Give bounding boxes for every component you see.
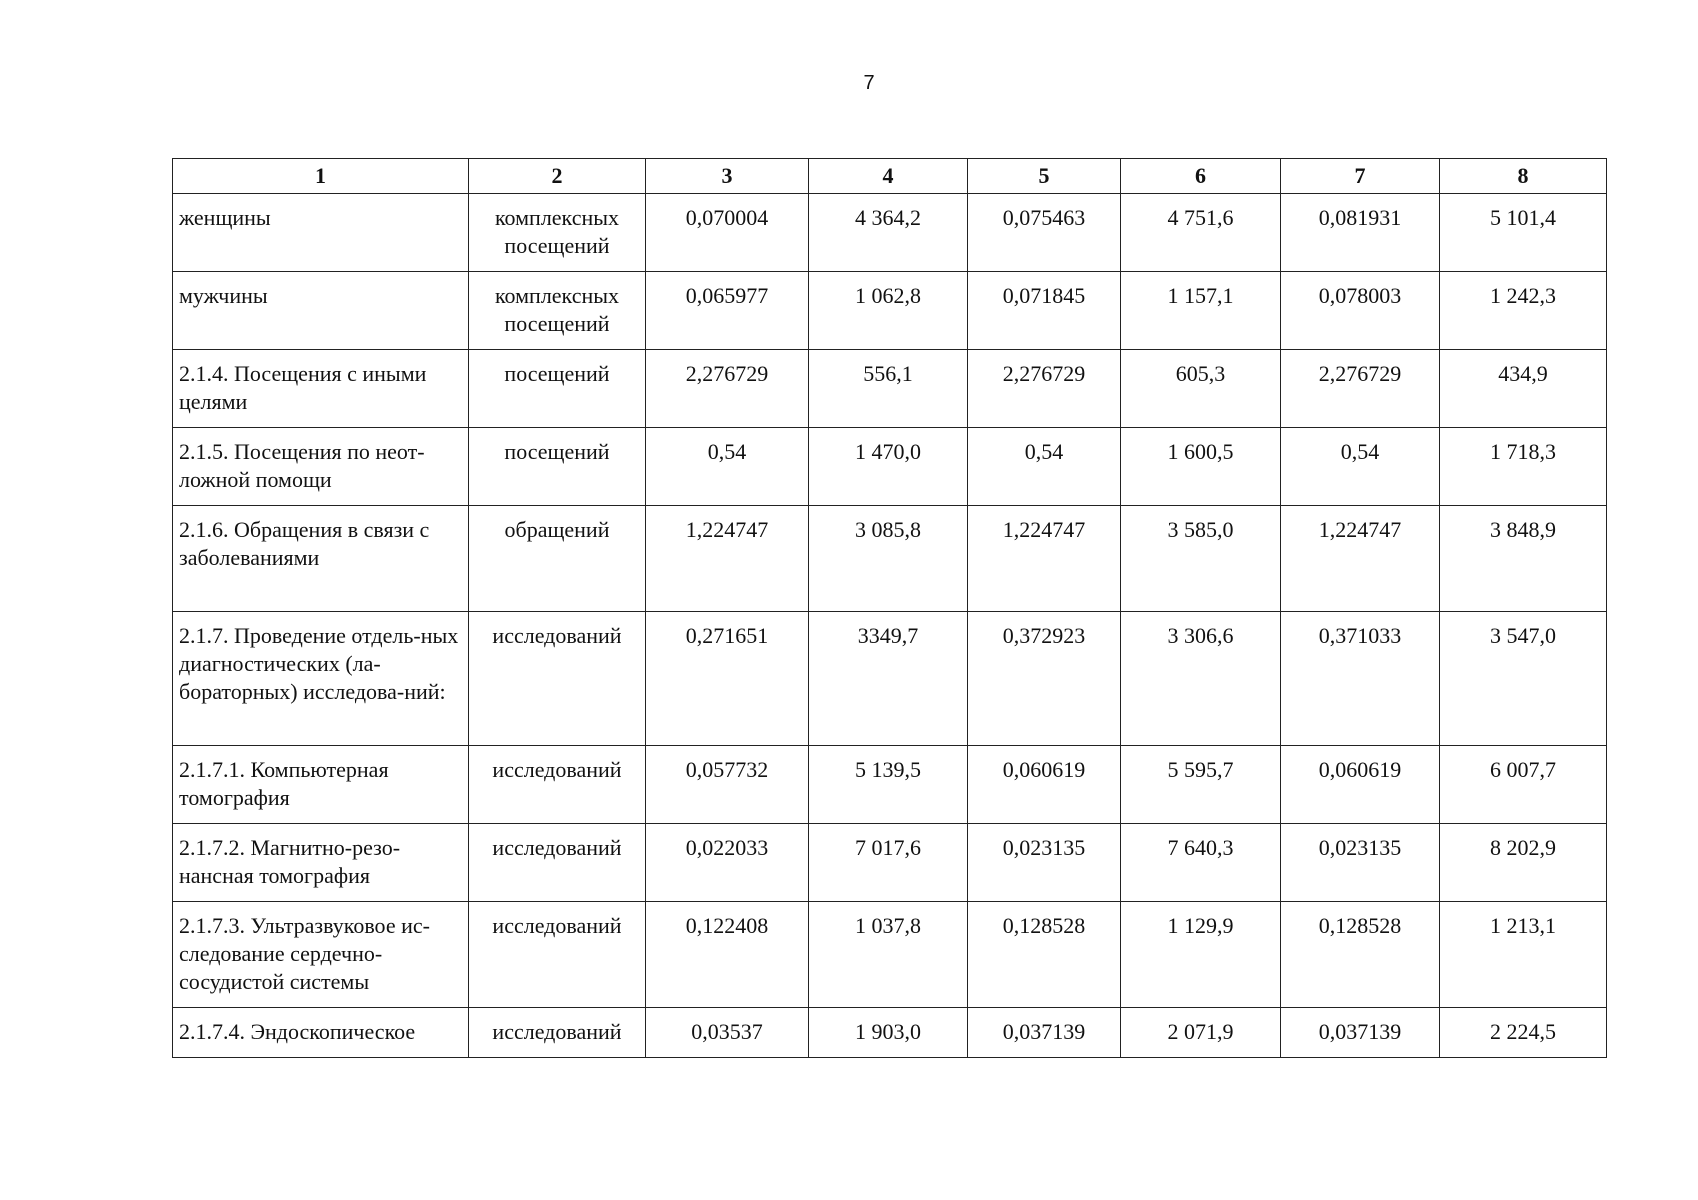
cell-value: 0,54 xyxy=(968,428,1121,506)
cell-value: 2,276729 xyxy=(968,350,1121,428)
cell-value: 556,1 xyxy=(809,350,968,428)
cell-value: 0,070004 xyxy=(646,194,809,272)
row-unit: исследований xyxy=(469,824,646,902)
cell-value: 6 007,7 xyxy=(1440,746,1607,824)
cell-value: 1 157,1 xyxy=(1121,272,1281,350)
row-name: 2.1.4. Посещения с иными целями xyxy=(173,350,469,428)
table-row xyxy=(173,746,1607,824)
cell-value: 0,078003 xyxy=(1281,272,1440,350)
cell-value: 5 139,5 xyxy=(809,746,968,824)
column-header: 7 xyxy=(1281,159,1440,194)
cell-value: 3 585,0 xyxy=(1121,506,1281,612)
cell-value: 434,9 xyxy=(1440,350,1607,428)
row-unit: комплексных посещений xyxy=(469,194,646,272)
cell-value: 0,060619 xyxy=(1281,746,1440,824)
cell-value: 0,081931 xyxy=(1281,194,1440,272)
row-name: 2.1.7.2. Магнитно-резо-нансная томография xyxy=(173,824,469,902)
row-unit: исследований xyxy=(469,746,646,824)
row-unit: обращений xyxy=(469,506,646,612)
table-row xyxy=(173,824,1607,902)
row-name: мужчины xyxy=(173,272,469,350)
cell-value: 3 547,0 xyxy=(1440,612,1607,746)
cell-value: 2,276729 xyxy=(646,350,809,428)
cell-value: 0,54 xyxy=(1281,428,1440,506)
column-header: 2 xyxy=(469,159,646,194)
cell-value: 3 085,8 xyxy=(809,506,968,612)
cell-value: 1 213,1 xyxy=(1440,902,1607,1008)
data-table xyxy=(172,158,1607,1058)
row-unit: исследований xyxy=(469,612,646,746)
row-unit: посещений xyxy=(469,428,646,506)
cell-value: 7 640,3 xyxy=(1121,824,1281,902)
cell-value: 0,023135 xyxy=(968,824,1121,902)
cell-value: 0,022033 xyxy=(646,824,809,902)
cell-value: 2 224,5 xyxy=(1440,1008,1607,1058)
cell-value: 7 017,6 xyxy=(809,824,968,902)
cell-value: 0,023135 xyxy=(1281,824,1440,902)
row-name: 2.1.7.4. Эндоскопическое xyxy=(173,1008,469,1058)
cell-value: 3349,7 xyxy=(809,612,968,746)
cell-value: 0,122408 xyxy=(646,902,809,1008)
table-row xyxy=(173,1008,1607,1058)
column-header: 6 xyxy=(1121,159,1281,194)
cell-value: 8 202,9 xyxy=(1440,824,1607,902)
cell-value: 1 062,8 xyxy=(809,272,968,350)
cell-value: 3 848,9 xyxy=(1440,506,1607,612)
row-name: 2.1.7. Проведение отдель-ных диагностических (ла-бораторных) исследова-ний: xyxy=(173,612,469,746)
row-unit: посещений xyxy=(469,350,646,428)
cell-value: 4 751,6 xyxy=(1121,194,1281,272)
cell-value: 0,065977 xyxy=(646,272,809,350)
table-row xyxy=(173,428,1607,506)
cell-value: 0,037139 xyxy=(1281,1008,1440,1058)
row-unit: исследований xyxy=(469,1008,646,1058)
row-name: 2.1.5. Посещения по неот-ложной помощи xyxy=(173,428,469,506)
cell-value: 605,3 xyxy=(1121,350,1281,428)
table-row xyxy=(173,902,1607,1008)
page-number: 7 xyxy=(863,72,875,94)
cell-value: 0,271651 xyxy=(646,612,809,746)
cell-value: 0,060619 xyxy=(968,746,1121,824)
cell-value: 0,057732 xyxy=(646,746,809,824)
cell-value: 1 242,3 xyxy=(1440,272,1607,350)
column-header: 5 xyxy=(968,159,1121,194)
cell-value: 5 101,4 xyxy=(1440,194,1607,272)
cell-value: 0,03537 xyxy=(646,1008,809,1058)
cell-value: 0,128528 xyxy=(968,902,1121,1008)
cell-value: 0,075463 xyxy=(968,194,1121,272)
column-header: 3 xyxy=(646,159,809,194)
table-row xyxy=(173,350,1607,428)
cell-value: 0,54 xyxy=(646,428,809,506)
cell-value: 0,037139 xyxy=(968,1008,1121,1058)
cell-value: 1,224747 xyxy=(968,506,1121,612)
cell-value: 1 037,8 xyxy=(809,902,968,1008)
cell-value: 2,276729 xyxy=(1281,350,1440,428)
cell-value: 4 364,2 xyxy=(809,194,968,272)
column-header: 1 xyxy=(173,159,469,194)
cell-value: 2 071,9 xyxy=(1121,1008,1281,1058)
column-header: 4 xyxy=(809,159,968,194)
cell-value: 0,372923 xyxy=(968,612,1121,746)
cell-value: 1,224747 xyxy=(1281,506,1440,612)
row-name: 2.1.7.1. Компьютерная томография xyxy=(173,746,469,824)
column-header: 8 xyxy=(1440,159,1607,194)
header-row xyxy=(173,159,1607,194)
row-unit: комплексных посещений xyxy=(469,272,646,350)
cell-value: 3 306,6 xyxy=(1121,612,1281,746)
table-row xyxy=(173,194,1607,272)
table-row xyxy=(173,506,1607,612)
row-name: 2.1.6. Обращения в связи с заболеваниями xyxy=(173,506,469,612)
row-name: женщины xyxy=(173,194,469,272)
cell-value: 1 600,5 xyxy=(1121,428,1281,506)
cell-value: 1 129,9 xyxy=(1121,902,1281,1008)
cell-value: 0,128528 xyxy=(1281,902,1440,1008)
table-row xyxy=(173,272,1607,350)
row-unit: исследований xyxy=(469,902,646,1008)
table-row xyxy=(173,612,1607,746)
cell-value: 1 718,3 xyxy=(1440,428,1607,506)
row-name: 2.1.7.3. Ультразвуковое ис-следование сердечно-сосудистой системы xyxy=(173,902,469,1008)
cell-value: 5 595,7 xyxy=(1121,746,1281,824)
cell-value: 1 470,0 xyxy=(809,428,968,506)
cell-value: 1,224747 xyxy=(646,506,809,612)
cell-value: 0,071845 xyxy=(968,272,1121,350)
cell-value: 1 903,0 xyxy=(809,1008,968,1058)
cell-value: 0,371033 xyxy=(1281,612,1440,746)
